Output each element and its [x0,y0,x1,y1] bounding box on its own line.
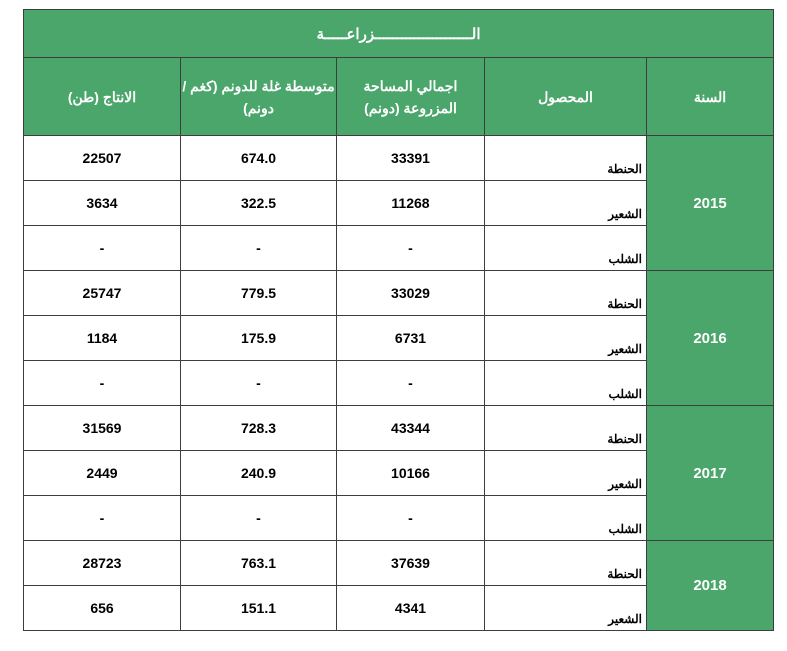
area-cell: 43344 [337,406,485,451]
crop-cell: الشلب [485,496,647,541]
crop-cell: الشعير [485,181,647,226]
area-cell: 11268 [337,181,485,226]
production-cell: 2449 [24,451,181,496]
production-cell: 3634 [24,181,181,226]
year-cell: 2015 [647,136,774,271]
production-cell: 28723 [24,541,181,586]
header-production: الانتاج (طن) [24,58,181,136]
yield-cell: 674.0 [181,136,337,181]
yield-cell: 779.5 [181,271,337,316]
yield-cell: 763.1 [181,541,337,586]
table-row [24,406,774,451]
crop-cell: الحنطة [485,136,647,181]
area-cell: 10166 [337,451,485,496]
crop-cell: الحنطة [485,406,647,451]
yield-cell: 175.9 [181,316,337,361]
yield-cell: 240.9 [181,451,337,496]
yield-cell: - [181,226,337,271]
crop-cell: الحنطة [485,541,647,586]
year-cell: 2018 [647,541,774,631]
area-cell: 4341 [337,586,485,631]
production-cell: - [24,361,181,406]
production-cell: 31569 [24,406,181,451]
table-title: الــــــــــــــــــــــزراعـــــة [24,10,774,58]
table-row [24,541,774,586]
production-cell: - [24,496,181,541]
crop-cell: الشعير [485,316,647,361]
header-year: السنة [647,58,774,136]
production-cell: - [24,226,181,271]
header-crop: المحصول [485,58,647,136]
yield-cell: 728.3 [181,406,337,451]
yield-cell: - [181,361,337,406]
crop-cell: الشعير [485,586,647,631]
area-cell: 37639 [337,541,485,586]
production-cell: 1184 [24,316,181,361]
table-row [24,271,774,316]
area-cell: 6731 [337,316,485,361]
production-cell: 22507 [24,136,181,181]
crop-cell: الشعير [485,451,647,496]
area-cell: - [337,226,485,271]
crop-cell: الحنطة [485,271,647,316]
production-cell: 25747 [24,271,181,316]
year-cell: 2017 [647,406,774,541]
production-cell: 656 [24,586,181,631]
year-cell: 2016 [647,271,774,406]
agriculture-table [23,9,774,631]
area-cell: 33391 [337,136,485,181]
yield-cell: 322.5 [181,181,337,226]
header-yield: متوسطة غلة للدونم (كغم /دونم) [181,58,337,136]
yield-cell: 151.1 [181,586,337,631]
crop-cell: الشلب [485,361,647,406]
header-area: اجمالي المساحة المزروعة (دونم) [337,58,485,136]
yield-cell: - [181,496,337,541]
area-cell: - [337,361,485,406]
area-cell: - [337,496,485,541]
table-row [24,136,774,181]
crop-cell: الشلب [485,226,647,271]
area-cell: 33029 [337,271,485,316]
